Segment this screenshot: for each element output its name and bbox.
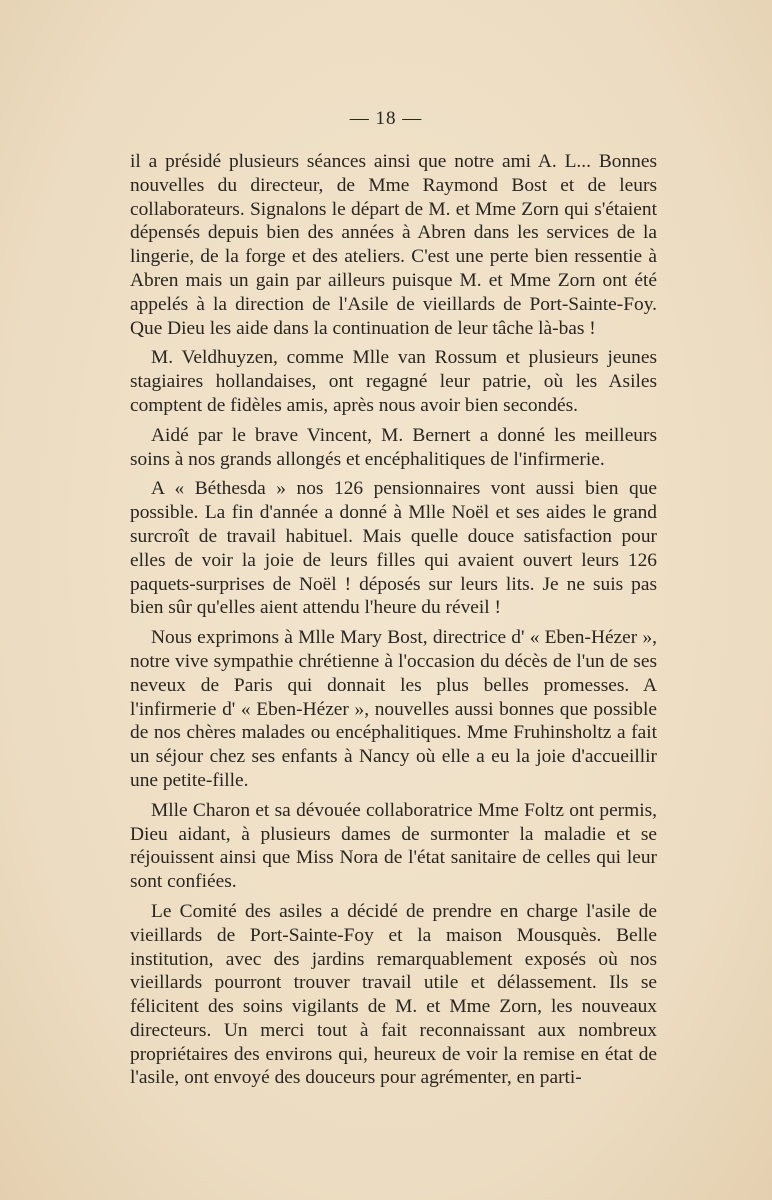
paragraph: Le Comité des asiles a décidé de prendre en charge l'asile de vieillards de Port-Sainte-Foy et la maison Mousquès. Belle institution, avec des jardins remarquablement exposés où nos vieillards pourront trouver travail utile et délassement. Ils se félicitent des soins vigilants de M. et Mme Zorn, les nouveaux directeurs. Un merci tout à fait reconnaissant aux nombreux propriétaires des environs qui, heureux de voir la remise en état de l'asile, ont envoyé des douceurs pour agrémenter, en parti-: [130, 900, 657, 1089]
paragraph: il a présidé plusieurs séances ainsi que notre ami A. L... Bonnes nouvelles du directeur, de Mme Raymond Bost et de leurs collaborateurs. Signalons le départ de M. et Mme Zorn qui s'étaient dépensés depuis bien des années à Abren dans les services de la lingerie, de la forge et des ateliers. C'est une perte bien ressentie à Abren mais un gain par ailleurs puisque M. et Mme Zorn ont été appelés à la direction de l'Asile de vieillards de Port-Sainte-Foy. Que Dieu les aide dans la continuation de leur tâche là-bas !: [130, 151, 657, 339]
page-number: — 18 —: [349, 108, 423, 129]
paragraph: Mlle Charon et sa dévouée collaboratrice Mme Foltz ont permis, Dieu aidant, à plusieurs dames de surmonter la maladie et se réjouissent ainsi que Miss Nora de l'état sanitaire de celles qui leur sont confiées.: [130, 799, 657, 893]
paragraph: Nous exprimons à Mlle Mary Bost, directrice d' « Eben-Hézer », notre vive sympathie chrétienne à l'occasion du décès de l'un de ses neveux de Paris qui donnait les plus belles promesses. A l'infirmerie d' « Eben-Hézer », nouvelles aussi bonnes que possible de nos chères malades ou encéphalitiques. Mme Fruhinsholtz a fait un séjour chez ses enfants à Nancy où elle a eu la joie d'accueillir une petite-fille.: [130, 627, 657, 791]
paragraph: M. Veldhuyzen, comme Mlle van Rossum et plusieurs jeunes stagiaires hollandaises, ont regagné leur patrie, où les Asiles comptent de fidèles amis, après nous avoir bien secondés.: [130, 347, 657, 416]
body-text: [130, 150, 657, 1096]
paragraph: A « Béthesda » nos 126 pensionnaires vont aussi bien que possible. La fin d'année a donné à Mlle Noël et ses aides le grand surcroît de travail habituel. Mais quelle douce satisfaction pour elles de voir la joie de leurs filles qui avaient ouvert leurs 126 paquets-surprises de Noël ! déposés sur leurs lits. Je ne suis pas bien sûr qu'elles aient attendu l'heure du réveil !: [130, 478, 657, 619]
paragraph: Aidé par le brave Vincent, M. Bernert a donné les meilleurs soins à nos grands allongés et encéphalitiques de l'infirmerie.: [130, 424, 657, 470]
